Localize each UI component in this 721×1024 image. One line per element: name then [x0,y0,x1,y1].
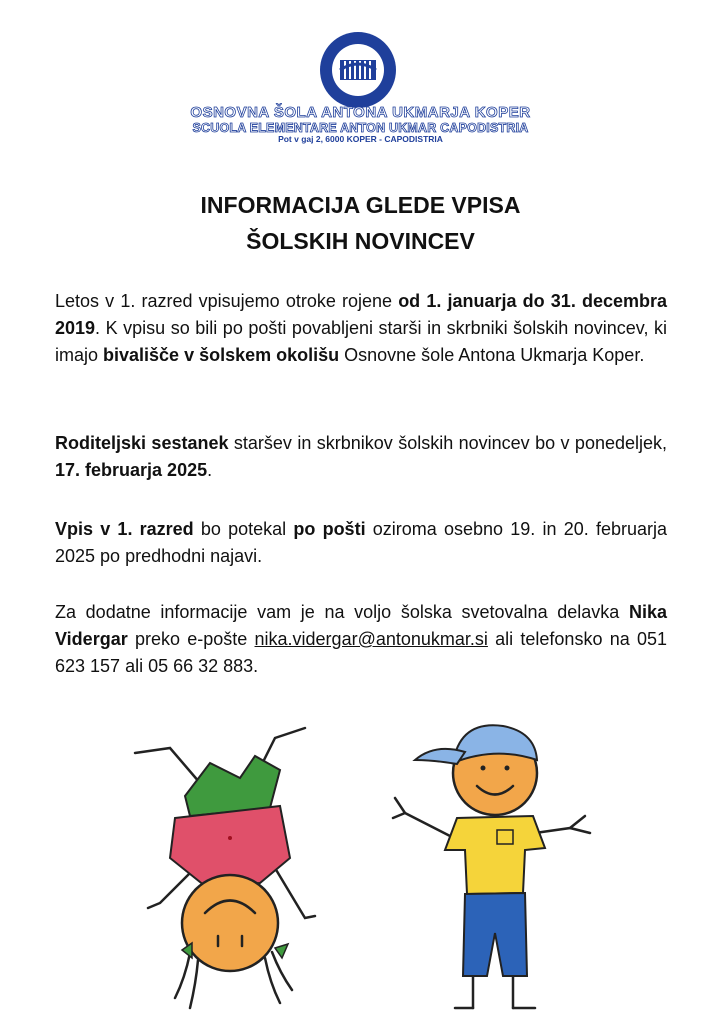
text-segment: bo potekal [193,519,294,539]
contact-person-name: Nika Vidergar [55,602,667,649]
contact-email-link[interactable]: nika.vidergar@antonukmar.si [254,629,488,649]
text-segment: ali telefonsko na 051 623 157 ali 05 66 32 883. [55,629,668,676]
school-logo-icon [318,30,398,110]
paragraph-enrollment-method [55,516,667,570]
paragraph-enrollment-dates [55,288,667,369]
page-title-line2: ŠOLSKIH NOVINCEV [246,228,475,254]
parent-meeting-label: Roditeljski sestanek [55,433,229,453]
text-segment: oziroma osebno 19. in 20. februarja 2025 po predhodni najavi. [55,519,667,566]
text-segment: . [207,460,213,480]
birth-date-range: od 1. januarja do 31. decembra 2019 [55,291,668,338]
upside-down-girl-illustration [130,708,330,1013]
residence-note: bivališče v šolskem okolišu [103,345,340,365]
paragraph-contact [55,599,667,680]
text-segment: staršev in skrbnikov šolskih novincev bo v ponedeljek, [228,433,668,453]
enrollment-label: Vpis v 1. razred [55,519,194,539]
text-segment: preko e-pošte [127,629,255,649]
school-address: Pot v gaj 2, 6000 KOPER - CAPODISTRIA [278,134,443,144]
meeting-date: 17. februarja 2025 [55,460,208,480]
paragraph-parent-meeting [55,430,667,484]
text-segment: Za dodatne informacije vam je na voljo šolska svetovalna delavka [55,602,629,622]
text-segment: Osnovne šole Antona Ukmarja Koper. [339,345,645,365]
school-name-italian: SCUOLA ELEMENTARE ANTON UKMAR CAPODISTRIA [192,121,529,135]
page-title-line1: INFORMACIJA GLEDE VPISA [200,192,521,218]
text-segment: Letos v 1. razred vpisujemo otroke rojene [55,291,399,311]
by-mail-label: po pošti [293,519,366,539]
school-name-slovene: OSNOVNA ŠOLA ANTONA UKMARJA KOPER [190,104,531,121]
boy-with-cap-illustration [385,718,600,1013]
text-segment: . K vpisu so bili po pošti povabljeni starši in skrbniki šolskih novincev, ki imajo [55,318,667,365]
